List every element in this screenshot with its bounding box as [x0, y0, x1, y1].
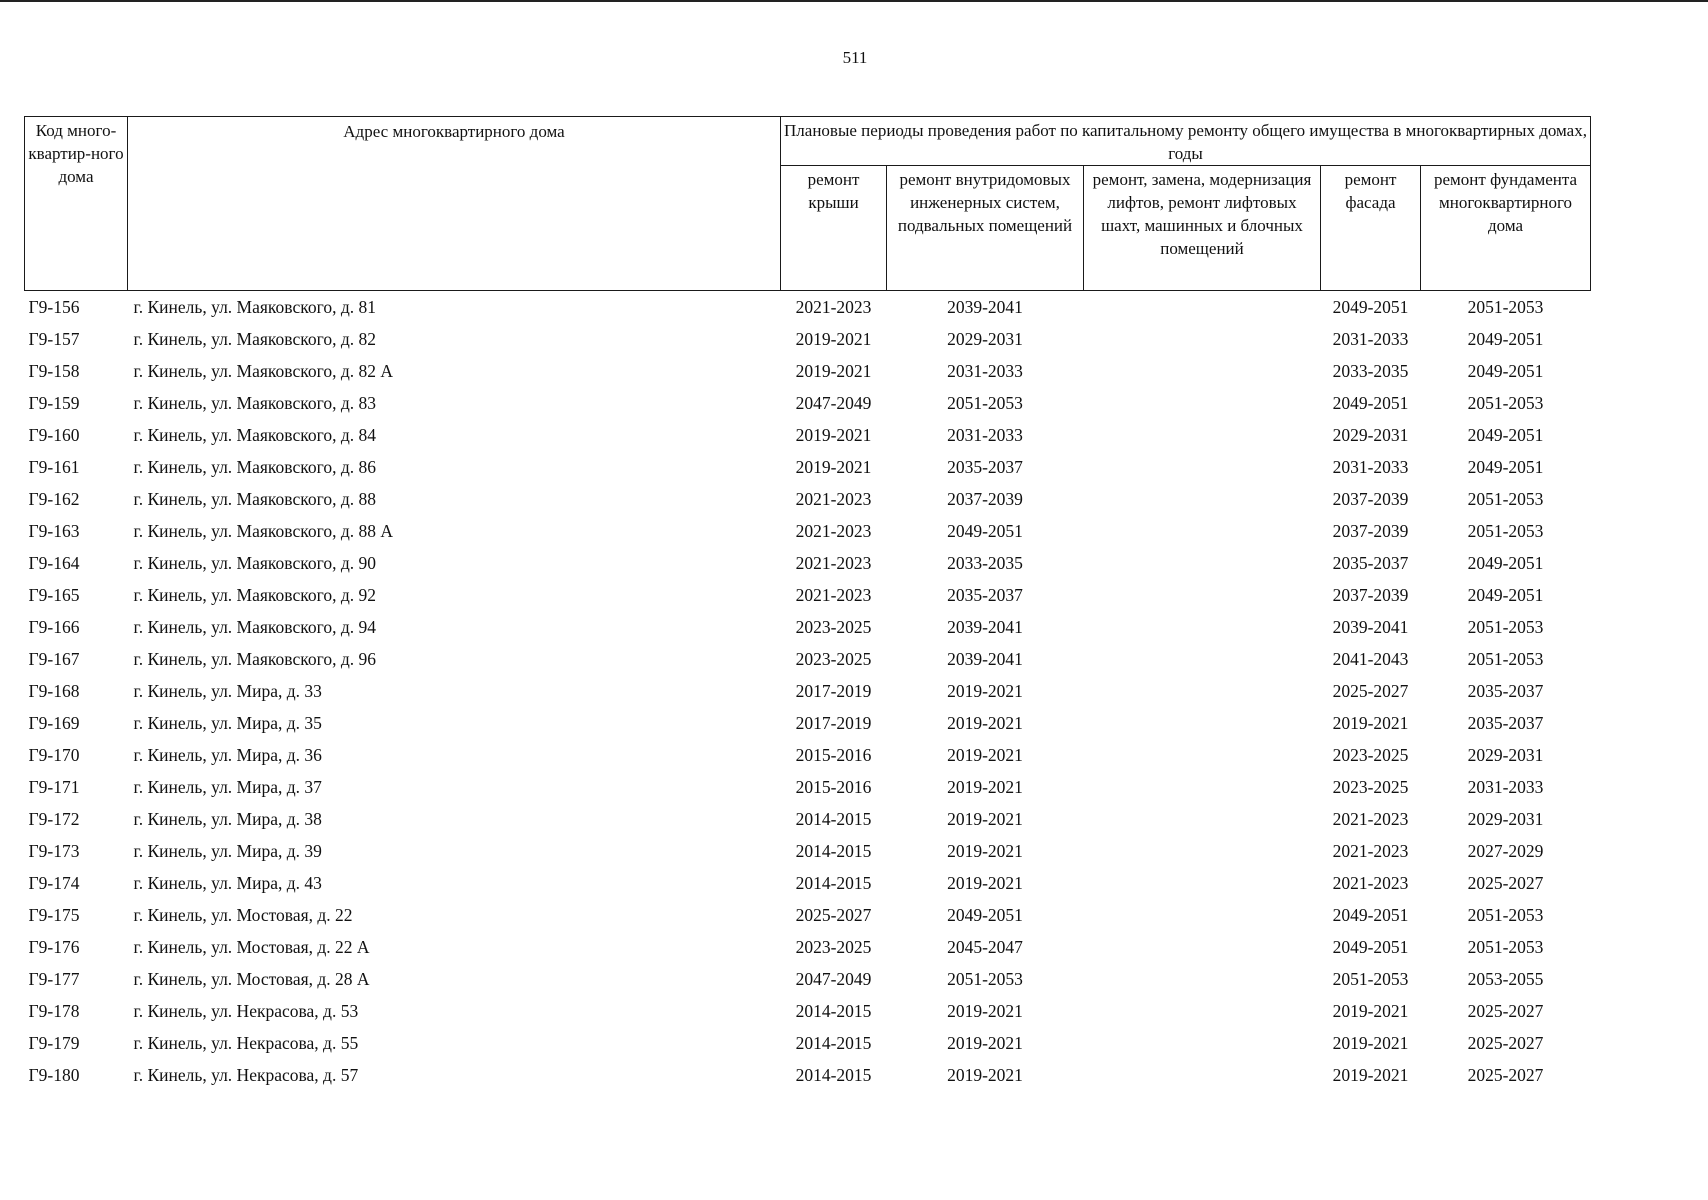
cell-code: Г9-170: [28, 744, 80, 765]
cell-lifts-period: [1084, 579, 1321, 611]
cell-roof-period: 2019-2021: [795, 328, 872, 349]
cell-address: г. Кинель, ул. Мостовая, д. 22: [133, 904, 353, 925]
cell-systems-period: 2051-2053: [947, 392, 1023, 413]
cell-foundation-period: 2051-2053: [1467, 936, 1544, 957]
table-row: [25, 931, 1591, 963]
cell-systems-period: 2019-2021: [947, 840, 1023, 861]
cell-code: Г9-165: [28, 584, 80, 605]
cell-address: г. Кинель, ул. Маяковского, д. 90: [133, 552, 376, 573]
cell-facade-period: 2037-2039: [1332, 520, 1409, 541]
cell-roof-period: 2023-2025: [795, 616, 872, 637]
cell-lifts-period: [1084, 323, 1321, 355]
header-address: Адрес многоквартирного дома: [128, 117, 781, 291]
cell-roof-period: 2014-2015: [795, 872, 872, 893]
table-row: [25, 515, 1591, 547]
cell-lifts-period: [1084, 899, 1321, 931]
table-row: [25, 707, 1591, 739]
cell-systems-period: 2029-2031: [947, 328, 1023, 349]
cell-code: Г9-159: [28, 392, 80, 413]
cell-address: г. Кинель, ул. Маяковского, д. 92: [133, 584, 376, 605]
cell-code: Г9-164: [28, 552, 80, 573]
cell-foundation-period: 2049-2051: [1467, 424, 1544, 445]
cell-foundation-period: 2053-2055: [1467, 968, 1544, 989]
cell-roof-period: 2021-2023: [795, 584, 872, 605]
cell-foundation-period: 2029-2031: [1467, 808, 1544, 829]
cell-roof-period: 2023-2025: [795, 648, 872, 669]
header-periods-group: Плановые периоды проведения работ по капитальному ремонту общего имущества в многоквартирных домах, годы: [781, 117, 1591, 166]
cell-roof-period: 2021-2023: [795, 520, 872, 541]
cell-systems-period: 2035-2037: [947, 584, 1023, 605]
cell-address: г. Кинель, ул. Маяковского, д. 84: [133, 424, 376, 445]
cell-systems-period: 2045-2047: [947, 936, 1023, 957]
cell-systems-period: 2037-2039: [947, 488, 1023, 509]
cell-facade-period: 2025-2027: [1332, 680, 1409, 701]
cell-facade-period: 2021-2023: [1332, 808, 1409, 829]
cell-facade-period: 2021-2023: [1332, 872, 1409, 893]
cell-facade-period: 2019-2021: [1332, 1032, 1409, 1053]
cell-roof-period: 2025-2027: [795, 904, 872, 925]
header-roof: ремонт крыши: [781, 166, 887, 291]
cell-foundation-period: 2051-2053: [1467, 488, 1544, 509]
cell-foundation-period: 2029-2031: [1467, 744, 1544, 765]
cell-facade-period: 2049-2051: [1332, 392, 1409, 413]
cell-lifts-period: [1084, 803, 1321, 835]
cell-roof-period: 2047-2049: [795, 392, 872, 413]
cell-facade-period: 2019-2021: [1332, 1000, 1409, 1021]
cell-roof-period: 2021-2023: [795, 296, 872, 317]
cell-systems-period: 2019-2021: [947, 712, 1023, 733]
cell-systems-period: 2031-2033: [947, 424, 1023, 445]
cell-code: Г9-169: [28, 712, 80, 733]
cell-foundation-period: 2051-2053: [1467, 296, 1544, 317]
cell-code: Г9-168: [28, 680, 80, 701]
cell-roof-period: 2021-2023: [795, 552, 872, 573]
cell-systems-period: 2019-2021: [947, 744, 1023, 765]
cell-lifts-period: [1084, 611, 1321, 643]
cell-systems-period: 2049-2051: [947, 904, 1023, 925]
header-lifts: ремонт, замена, модернизация лифтов, ремонт лифтовых шахт, машинных и блочных помещений: [1084, 166, 1321, 291]
cell-code: Г9-177: [28, 968, 80, 989]
cell-systems-period: 2031-2033: [947, 360, 1023, 381]
cell-address: г. Кинель, ул. Маяковского, д. 88 А: [133, 520, 393, 541]
cell-facade-period: 2021-2023: [1332, 840, 1409, 861]
cell-foundation-period: 2025-2027: [1467, 1032, 1544, 1053]
cell-code: Г9-161: [28, 456, 80, 477]
cell-roof-period: 2015-2016: [795, 744, 872, 765]
cell-foundation-period: 2025-2027: [1467, 872, 1544, 893]
cell-systems-period: 2035-2037: [947, 456, 1023, 477]
cell-systems-period: 2039-2041: [947, 616, 1023, 637]
cell-roof-period: 2047-2049: [795, 968, 872, 989]
cell-facade-period: 2051-2053: [1332, 968, 1409, 989]
cell-lifts-period: [1084, 1027, 1321, 1059]
table-row: [25, 291, 1591, 324]
cell-roof-period: 2014-2015: [795, 1000, 872, 1021]
cell-systems-period: 2039-2041: [947, 648, 1023, 669]
cell-foundation-period: 2035-2037: [1467, 680, 1544, 701]
page-number: 511: [842, 48, 868, 67]
header-facade: ремонт фасада: [1321, 166, 1421, 291]
cell-facade-period: 2023-2025: [1332, 744, 1409, 765]
cell-roof-period: 2014-2015: [795, 1064, 872, 1085]
cell-lifts-period: [1084, 963, 1321, 995]
table-body: [25, 291, 1591, 1092]
cell-roof-period: 2017-2019: [795, 712, 872, 733]
cell-facade-period: 2049-2051: [1332, 296, 1409, 317]
table-container: [24, 116, 1590, 1091]
cell-code: Г9-163: [28, 520, 80, 541]
cell-foundation-period: 2025-2027: [1467, 1000, 1544, 1021]
table-row: [25, 1059, 1591, 1091]
cell-systems-period: 2019-2021: [947, 808, 1023, 829]
cell-roof-period: 2017-2019: [795, 680, 872, 701]
cell-roof-period: 2019-2021: [795, 424, 872, 445]
cell-code: Г9-172: [28, 808, 80, 829]
cell-facade-period: 2023-2025: [1332, 776, 1409, 797]
repair-schedule-table: [24, 116, 1591, 1091]
cell-address: г. Кинель, ул. Маяковского, д. 82: [133, 328, 376, 349]
cell-code: Г9-171: [28, 776, 80, 797]
cell-systems-period: 2019-2021: [947, 776, 1023, 797]
cell-foundation-period: 2051-2053: [1467, 616, 1544, 637]
cell-code: Г9-167: [28, 648, 80, 669]
cell-lifts-period: [1084, 515, 1321, 547]
table-row: [25, 323, 1591, 355]
cell-facade-period: 2031-2033: [1332, 328, 1409, 349]
cell-systems-period: 2019-2021: [947, 872, 1023, 893]
cell-roof-period: 2014-2015: [795, 808, 872, 829]
cell-facade-period: 2049-2051: [1332, 936, 1409, 957]
cell-facade-period: 2029-2031: [1332, 424, 1409, 445]
table-row: [25, 963, 1591, 995]
cell-foundation-period: 2049-2051: [1467, 584, 1544, 605]
cell-foundation-period: 2035-2037: [1467, 712, 1544, 733]
cell-address: г. Кинель, ул. Маяковского, д. 94: [133, 616, 376, 637]
cell-systems-period: 2051-2053: [947, 968, 1023, 989]
table-row: [25, 355, 1591, 387]
cell-lifts-period: [1084, 547, 1321, 579]
cell-foundation-period: 2049-2051: [1467, 360, 1544, 381]
cell-address: г. Кинель, ул. Маяковского, д. 83: [133, 392, 376, 413]
cell-address: г. Кинель, ул. Маяковского, д. 86: [133, 456, 376, 477]
cell-lifts-period: [1084, 835, 1321, 867]
cell-foundation-period: 2027-2029: [1467, 840, 1544, 861]
cell-code: Г9-179: [28, 1032, 80, 1053]
table-row: [25, 771, 1591, 803]
table-row: [25, 483, 1591, 515]
cell-lifts-period: [1084, 1059, 1321, 1091]
header-foundation: ремонт фундамента многоквартирного дома: [1421, 166, 1591, 291]
cell-systems-period: 2033-2035: [947, 552, 1023, 573]
cell-facade-period: 2019-2021: [1332, 1064, 1409, 1085]
cell-address: г. Кинель, ул. Мира, д. 38: [133, 808, 322, 829]
cell-address: г. Кинель, ул. Маяковского, д. 81: [133, 296, 376, 317]
cell-lifts-period: [1084, 483, 1321, 515]
table-row: [25, 643, 1591, 675]
cell-lifts-period: [1084, 643, 1321, 675]
cell-roof-period: 2019-2021: [795, 456, 872, 477]
cell-systems-period: 2019-2021: [947, 1032, 1023, 1053]
cell-address: г. Кинель, ул. Мостовая, д. 22 А: [133, 936, 370, 957]
header-row-1: [25, 117, 1591, 166]
table-row: [25, 899, 1591, 931]
cell-systems-period: 2039-2041: [947, 296, 1023, 317]
cell-foundation-period: 2051-2053: [1467, 392, 1544, 413]
cell-systems-period: 2019-2021: [947, 680, 1023, 701]
cell-address: г. Кинель, ул. Мира, д. 37: [133, 776, 322, 797]
cell-roof-period: 2023-2025: [795, 936, 872, 957]
cell-lifts-period: [1084, 451, 1321, 483]
cell-facade-period: 2035-2037: [1332, 552, 1409, 573]
cell-address: г. Кинель, ул. Мира, д. 39: [133, 840, 322, 861]
cell-systems-period: 2019-2021: [947, 1000, 1023, 1021]
cell-lifts-period: [1084, 739, 1321, 771]
cell-lifts-period: [1084, 355, 1321, 387]
table-row: [25, 419, 1591, 451]
cell-lifts-period: [1084, 675, 1321, 707]
cell-code: Г9-175: [28, 904, 80, 925]
cell-lifts-period: [1084, 995, 1321, 1027]
cell-lifts-period: [1084, 771, 1321, 803]
top-border-rule: [0, 0, 1708, 2]
cell-foundation-period: 2051-2053: [1467, 904, 1544, 925]
cell-lifts-period: [1084, 387, 1321, 419]
cell-foundation-period: 2051-2053: [1467, 520, 1544, 541]
table-row: [25, 451, 1591, 483]
cell-systems-period: 2019-2021: [947, 1064, 1023, 1085]
cell-foundation-period: 2049-2051: [1467, 456, 1544, 477]
cell-roof-period: 2021-2023: [795, 488, 872, 509]
header-systems: ремонт внутридомовых инженерных систем, подвальных помещений: [887, 166, 1084, 291]
cell-facade-period: 2037-2039: [1332, 488, 1409, 509]
cell-code: Г9-157: [28, 328, 80, 349]
cell-facade-period: 2019-2021: [1332, 712, 1409, 733]
cell-code: Г9-178: [28, 1000, 80, 1021]
cell-address: г. Кинель, ул. Мостовая, д. 28 А: [133, 968, 370, 989]
table-row: [25, 1027, 1591, 1059]
cell-address: г. Кинель, ул. Маяковского, д. 82 А: [133, 360, 393, 381]
cell-address: г. Кинель, ул. Мира, д. 36: [133, 744, 322, 765]
table-row: [25, 547, 1591, 579]
table-row: [25, 803, 1591, 835]
cell-lifts-period: [1084, 867, 1321, 899]
cell-facade-period: 2031-2033: [1332, 456, 1409, 477]
cell-facade-period: 2033-2035: [1332, 360, 1409, 381]
cell-address: г. Кинель, ул. Мира, д. 33: [133, 680, 322, 701]
cell-foundation-period: 2049-2051: [1467, 552, 1544, 573]
cell-code: Г9-162: [28, 488, 80, 509]
table-row: [25, 579, 1591, 611]
cell-address: г. Кинель, ул. Некрасова, д. 55: [133, 1032, 359, 1053]
cell-address: г. Кинель, ул. Маяковского, д. 96: [133, 648, 376, 669]
cell-address: г. Кинель, ул. Некрасова, д. 57: [133, 1064, 359, 1085]
cell-code: Г9-173: [28, 840, 80, 861]
cell-address: г. Кинель, ул. Мира, д. 35: [133, 712, 322, 733]
table-row: [25, 387, 1591, 419]
cell-code: Г9-156: [28, 296, 80, 317]
header-code: Код много-квартир-ного дома: [25, 117, 128, 291]
cell-lifts-period: [1084, 419, 1321, 451]
cell-code: Г9-158: [28, 360, 80, 381]
cell-code: Г9-174: [28, 872, 80, 893]
cell-address: г. Кинель, ул. Маяковского, д. 88: [133, 488, 376, 509]
cell-address: г. Кинель, ул. Некрасова, д. 53: [133, 1000, 359, 1021]
cell-facade-period: 2039-2041: [1332, 616, 1409, 637]
cell-roof-period: 2014-2015: [795, 1032, 872, 1053]
cell-roof-period: 2014-2015: [795, 840, 872, 861]
cell-foundation-period: 2049-2051: [1467, 328, 1544, 349]
table-row: [25, 835, 1591, 867]
table-header: [25, 117, 1591, 291]
cell-address: г. Кинель, ул. Мира, д. 43: [133, 872, 322, 893]
cell-facade-period: 2037-2039: [1332, 584, 1409, 605]
cell-systems-period: 2049-2051: [947, 520, 1023, 541]
cell-code: Г9-160: [28, 424, 80, 445]
cell-lifts-period: [1084, 291, 1321, 324]
cell-lifts-period: [1084, 707, 1321, 739]
cell-facade-period: 2041-2043: [1332, 648, 1409, 669]
cell-foundation-period: 2025-2027: [1467, 1064, 1544, 1085]
cell-facade-period: 2049-2051: [1332, 904, 1409, 925]
cell-foundation-period: 2031-2033: [1467, 776, 1544, 797]
table-row: [25, 675, 1591, 707]
cell-foundation-period: 2051-2053: [1467, 648, 1544, 669]
cell-code: Г9-166: [28, 616, 80, 637]
cell-code: Г9-176: [28, 936, 80, 957]
table-row: [25, 867, 1591, 899]
table-row: [25, 995, 1591, 1027]
cell-roof-period: 2015-2016: [795, 776, 872, 797]
cell-lifts-period: [1084, 931, 1321, 963]
table-row: [25, 611, 1591, 643]
cell-code: Г9-180: [28, 1064, 80, 1085]
cell-roof-period: 2019-2021: [795, 360, 872, 381]
table-row: [25, 739, 1591, 771]
